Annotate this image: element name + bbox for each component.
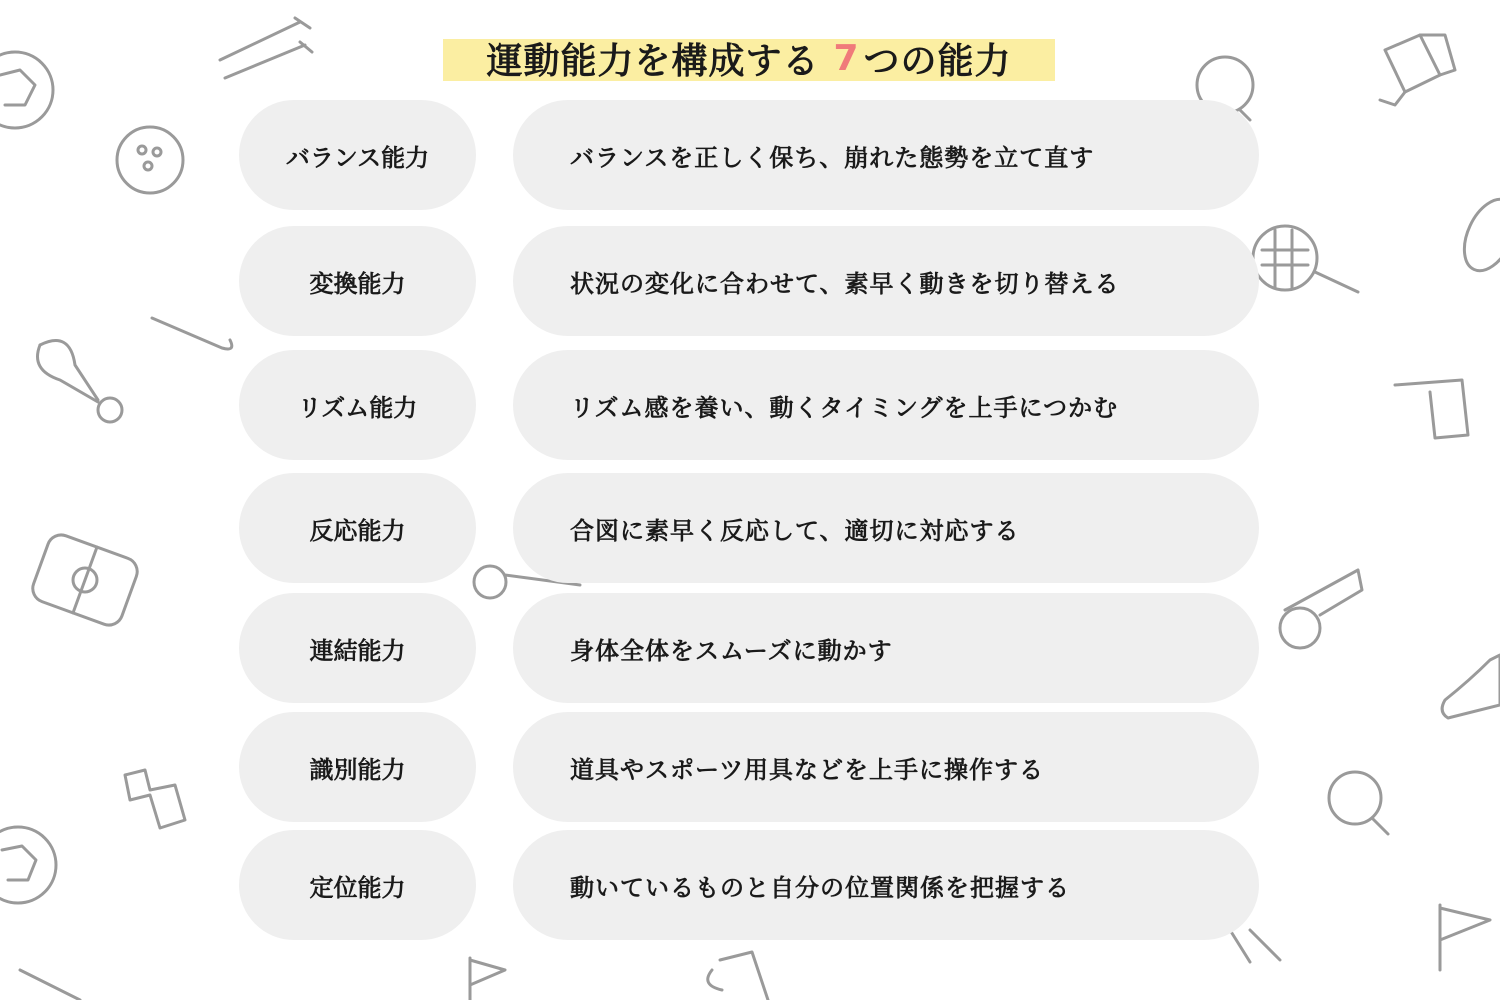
ability-row [0, 473, 1500, 583]
ability-description: バランスを正しく保ち、崩れた態勢を立て直す [513, 100, 1259, 210]
title-number: 7 [833, 37, 860, 79]
ability-description: 合図に素早く反応して、適切に対応する [513, 473, 1259, 583]
ability-name: 連結能力 [239, 593, 476, 703]
ability-name: 反応能力 [239, 473, 476, 583]
ability-name: バランス能力 [239, 100, 476, 210]
ability-name: 識別能力 [239, 712, 476, 822]
page-title [443, 30, 1055, 86]
title-main: 運動能力を構成する [486, 40, 820, 82]
ability-row [0, 830, 1500, 940]
ability-description: リズム感を養い、動くタイミングを上手につかむ [513, 350, 1259, 460]
ability-name: リズム能力 [239, 350, 476, 460]
ability-row [0, 350, 1500, 460]
trophy-icon [708, 952, 768, 1000]
title-suffix: つの能力 [863, 40, 1012, 82]
ski-poles-icon [220, 18, 312, 78]
ability-row [0, 712, 1500, 822]
flag-icon [470, 958, 505, 1000]
ability-row [0, 226, 1500, 336]
ability-row [0, 100, 1500, 210]
ability-name: 変換能力 [239, 226, 476, 336]
ability-description: 身体全体をスムーズに動かす [513, 593, 1259, 703]
ability-row [0, 593, 1500, 703]
ability-description: 道具やスポーツ用具などを上手に操作する [513, 712, 1259, 822]
trophy-icon [1380, 35, 1455, 105]
ability-name: 定位能力 [239, 830, 476, 940]
golf-club-icon [20, 970, 80, 1000]
ability-description: 動いているものと自分の位置関係を把握する [513, 830, 1259, 940]
ability-description: 状況の変化に合わせて、素早く動きを切り替える [513, 226, 1259, 336]
